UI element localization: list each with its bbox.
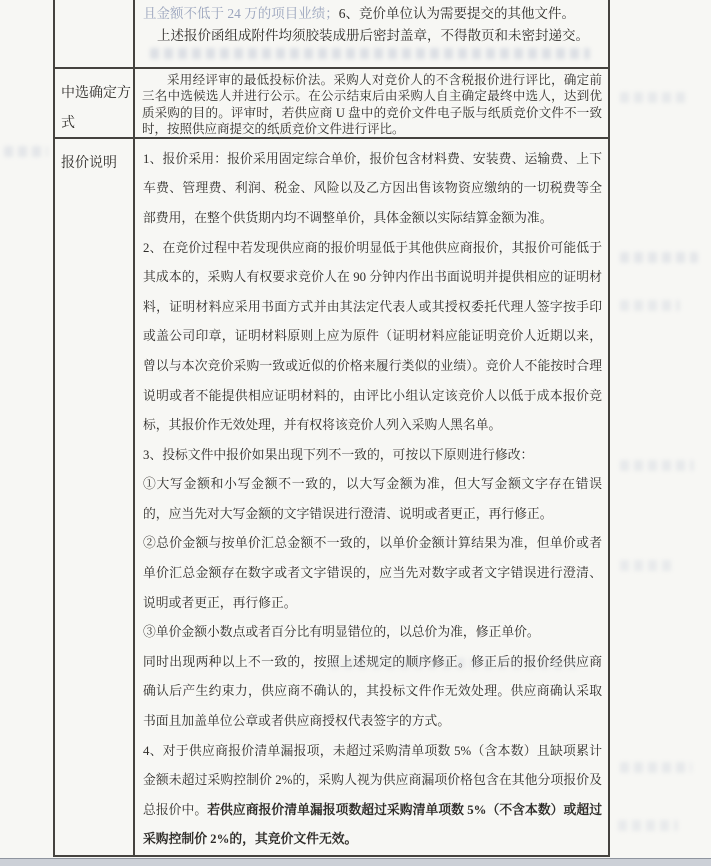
scanner-edge-band [0, 858, 711, 866]
quotation-paragraph-5: 同时出现两种以上不一致的，按照上述规定的顺序修正。修正后的报价经供应商确认后产生约束力，供应商不确认的，其投标文件作无效处理。供应商确认采取书面且加盖单位公章或者供应商授权代表签字的方式。 [143, 654, 602, 729]
quotation-paragraph-4-item3: ③单价金额小数点或者百分比有明显错位的，以总价为准，修正单价。 [143, 625, 540, 640]
row1-line2-text: 上述报价函组成附件均须胶装成册后密封盖章，不得散页和未密封递交。 [157, 28, 589, 43]
bleed-through-smudge [150, 48, 590, 59]
row2-label-text: 中选确定方式 [61, 85, 131, 131]
bleed-through-smudge [620, 560, 675, 571]
table-row-selection-method [55, 69, 608, 139]
bleed-through-smudge [620, 92, 690, 103]
quotation-paragraph-6-bold: 若供应商报价清单漏报项数超过采购清单项数 5%（不含本数）或超过采购控制价 2%的，其竞价文件无效。 [143, 802, 602, 847]
row2-label-cell [55, 69, 135, 137]
bleed-through-smudge [620, 300, 680, 311]
bleed-through-smudge [330, 658, 580, 669]
quotation-paragraph-3: 3、投标文件中报价如果出现下列不一致的，可按以下原则进行修改： [143, 447, 534, 462]
bleed-through-smudge [620, 460, 694, 471]
row1-line1-text: 6、竞价单位认为需要提交的其他文件。 [338, 6, 575, 21]
table-row-quotation-notes [55, 139, 608, 855]
quotation-paragraph-6-normal: 4、对于供应商报价清单漏报项，未超过采购清单项数 5%（含本数）且缺项累计金额未超过采购控制价 2%的，采购人视为供应商漏项价格包含在其他分项报价及总报价中。 [143, 743, 602, 817]
bleed-through-text: 且金额不低于 24 万的项目业绩； [143, 6, 339, 21]
quotation-paragraph-4-item2: ②总价金额与按单价汇总金额不一致的，以单价金额计算结果为准，但单价或者单价汇总金额存在数字或者文字错误的，应当先对数字或者文字错误进行澄清、说明或者更正，再行修正。 [143, 536, 602, 610]
row1-line1 [143, 3, 602, 25]
bleed-through-smudge [4, 146, 48, 157]
quotation-paragraph-2: 2、在竞价过程中若发现供应商的报价明显低于其他供应商报价，其报价可能低于其成本的，采购人有权要求竞价人在 90 分钟内作出书面说明并提供相应的证明材料，证明材料应采用书面方式并由其法定代表人或其授权委托代理人签字按手印或盖公司印章，证明材料原则上应为原件（证明材料应能证明竞价人近期以来，曾以与本次竞价采购一致或近似的价格来履行类似的业绩）。竞价人不能按时合理说明或者不能提供相应证明材料的，由评比小组认定该竞价人以低于成本报价竞标，其报价作无效处理，并有权将该竞价人列入采购人黑名单。 [143, 240, 602, 433]
row3-label-text: 报价说明 [61, 155, 117, 171]
quotation-paragraph-1: 1、报价采用：报价采用固定综合单价，报价包含材料费、安装费、运输费、上下车费、管理费、利润、税金、风险以及乙方因出售该物资应缴纳的一切税费等全部费用，在整个供货期内均不调整单价，具体金额以实际结算金额为准。 [143, 151, 602, 225]
row2-content-cell [135, 69, 608, 137]
row3-content-cell [135, 139, 608, 855]
bleed-through-smudge [618, 820, 678, 831]
quotation-paragraph-4-item1: ①大写金额和小写金额不一致的，以大写金额为准，但大写金额文字存在错误的，应当先对大写金额的文字错误进行澄清、说明或者更正，再行修正。 [143, 477, 602, 521]
bleed-through-smudge [620, 762, 692, 773]
bleed-through-smudge [620, 252, 698, 263]
row1-label-cell-empty [55, 0, 135, 67]
row3-label-cell [55, 139, 135, 855]
bidding-terms-table [53, 0, 610, 857]
quotation-paragraph-6 [143, 737, 602, 855]
selection-method-paragraph: 采用经评审的最低投标价法。采购人对竞价人的不含税报价进行评比，确定前三名中选候选人并进行公示。在公示结束后由采购人自主确定最终中选人，达到优质采购的目的。评审时，若供应商 U 盘中的竞价文件电子版与纸质竞价文件不一致时，按照供应商提交的纸质竞价文件进行评比。 [142, 72, 602, 136]
